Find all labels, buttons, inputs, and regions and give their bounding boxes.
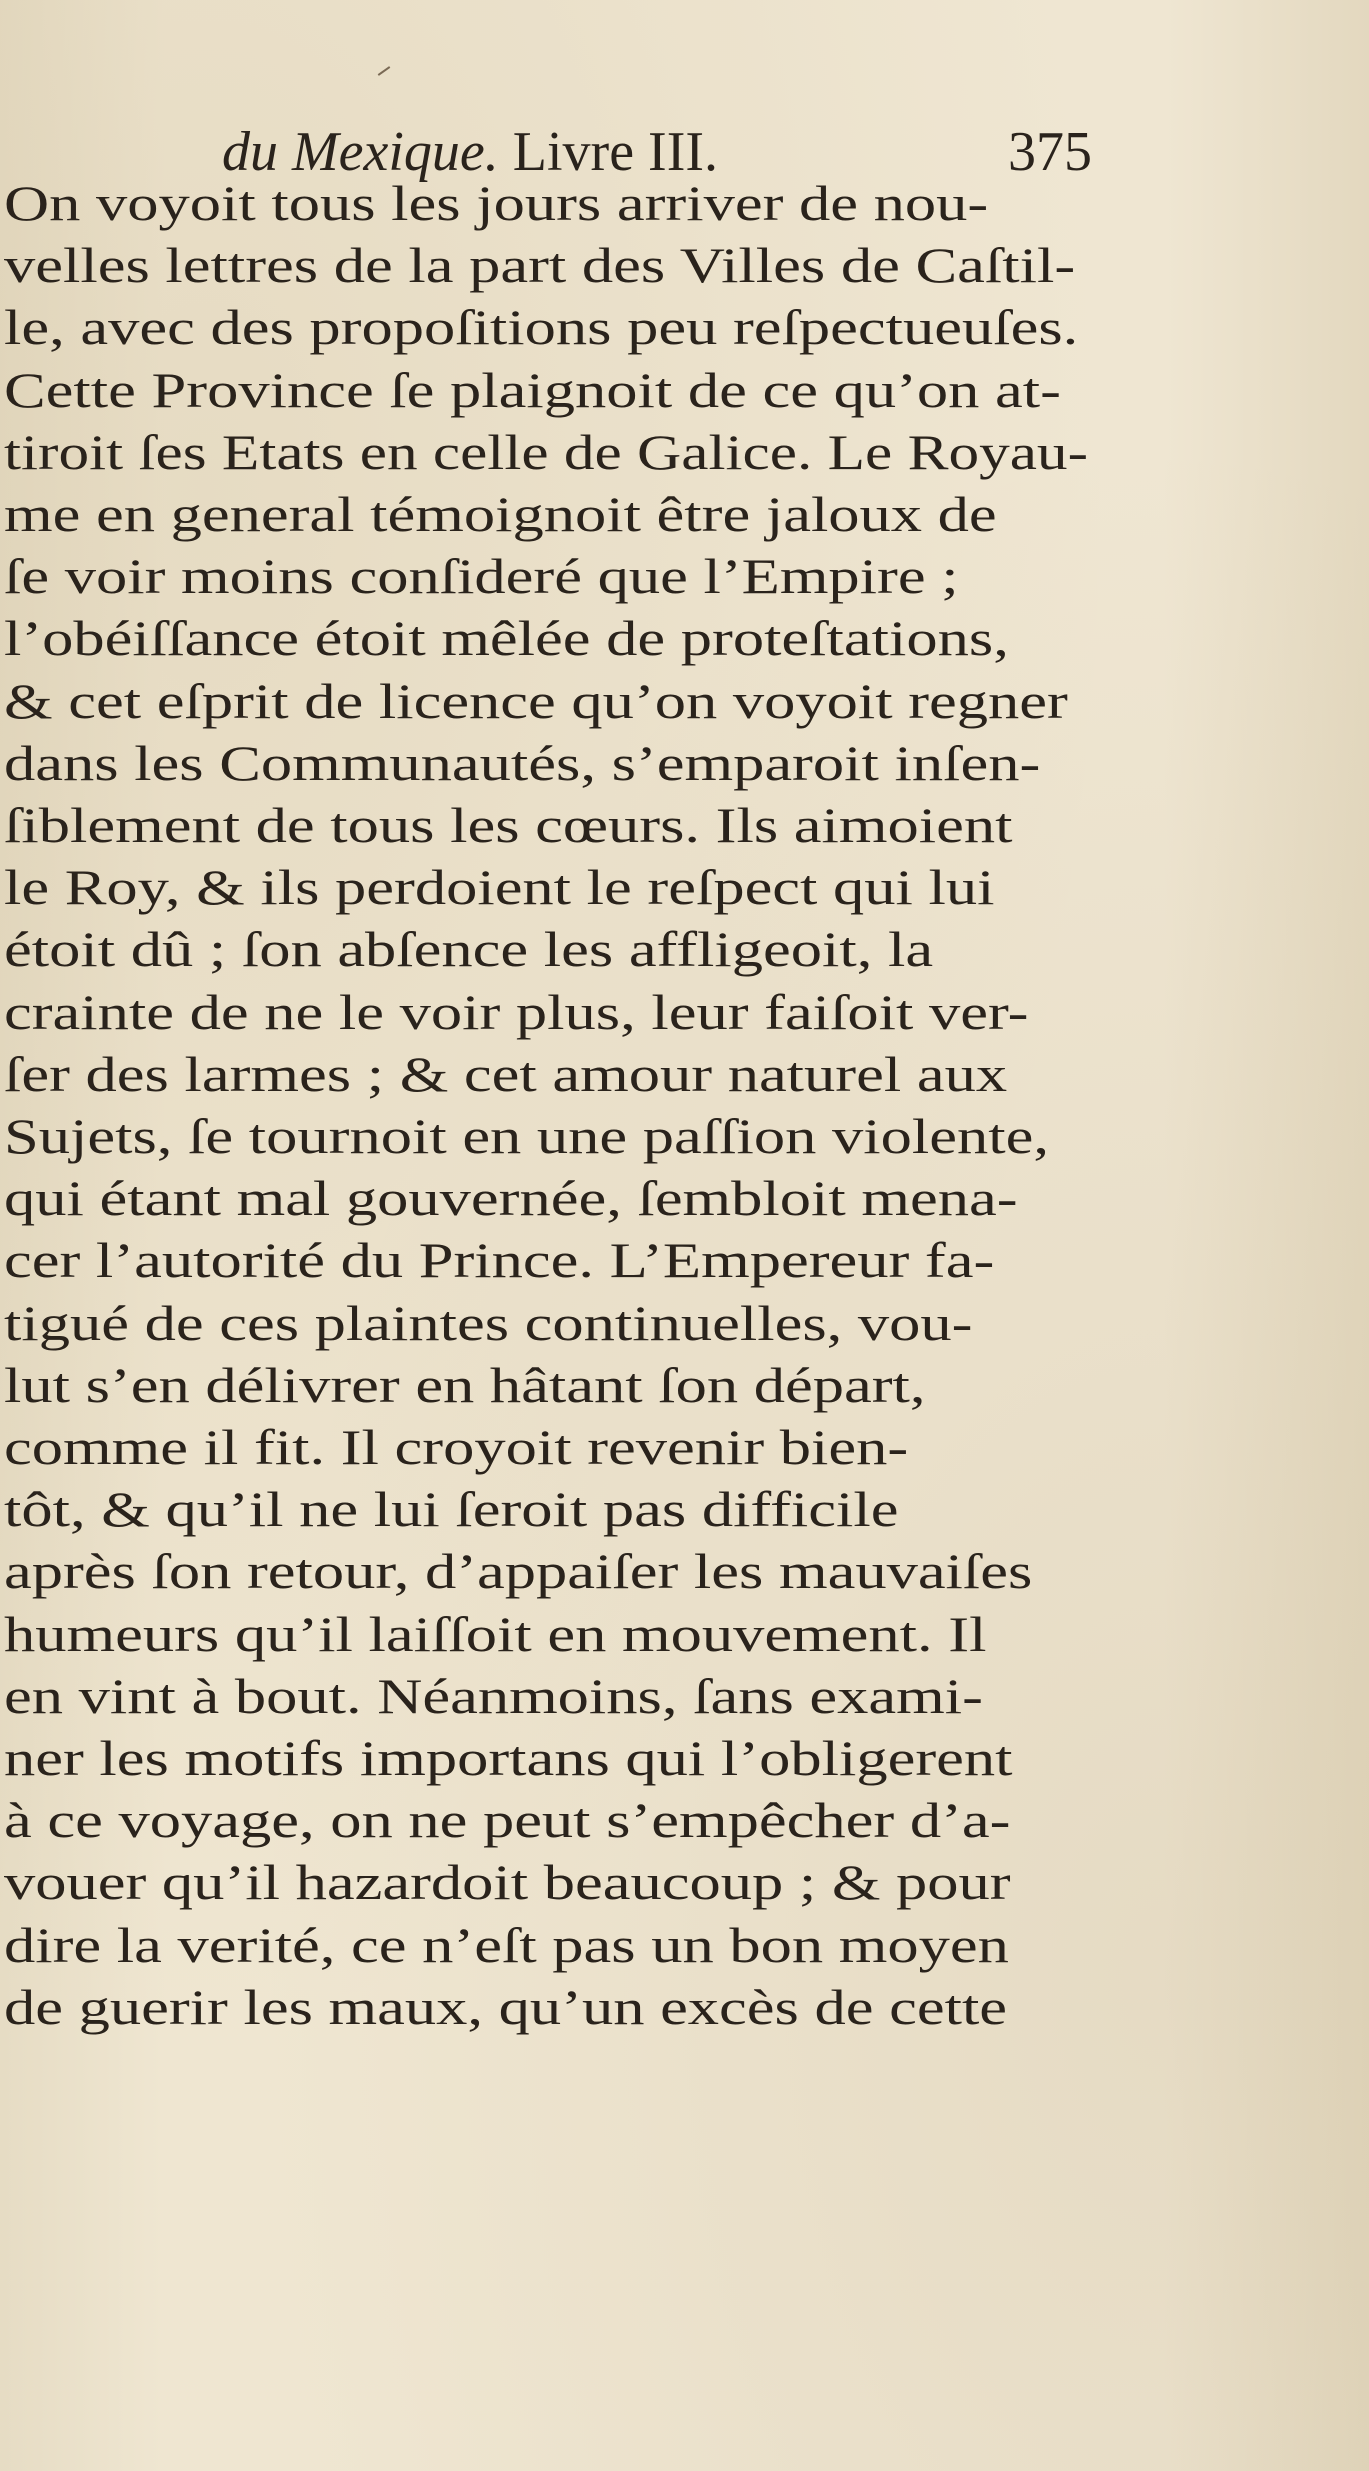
text-line bbox=[0, 792, 1369, 858]
text-line-content: humeurs qu’il laiſſoit en mouvement. Il bbox=[4, 1605, 987, 1662]
text-line bbox=[0, 1912, 1369, 1978]
text-line-content: l’obéiſſance étoit mêlée de proteſtations, bbox=[4, 610, 1009, 667]
text-line-content: Sujets, ſe tournoit en une paſſion violente, bbox=[4, 1108, 1049, 1164]
text-line-content: ſe voir moins conſideré que l’Empire ; bbox=[4, 548, 959, 605]
ink-mark bbox=[378, 66, 391, 76]
text-line-content: le, avec des propoſitions peu reſpectueuſes. bbox=[4, 299, 1079, 356]
text-line bbox=[0, 668, 1369, 734]
text-line-content: me en general témoignoit être jaloux de bbox=[4, 486, 997, 542]
running-title-italic: du Mexique. bbox=[222, 121, 499, 183]
text-line bbox=[0, 1165, 1369, 1231]
text-line bbox=[0, 1725, 1369, 1791]
text-line-content: le Roy, & ils perdoient le reſpect qui lui bbox=[4, 859, 995, 916]
text-line bbox=[0, 854, 1369, 920]
text-line-content: Cette Province ſe plaignoit de ce qu’on at- bbox=[4, 361, 1061, 418]
running-title-rest: Livre III. bbox=[498, 121, 718, 183]
text-line bbox=[0, 1601, 1369, 1667]
text-line-content: tôt, & qu’il ne lui ſeroit pas difficile bbox=[4, 1481, 899, 1538]
text-line-content: de guerir les maux, qu’un excès de cette bbox=[4, 1978, 1008, 2035]
text-line-content: tigué de ces plaintes continuelles, vou- bbox=[4, 1294, 973, 1351]
text-line bbox=[0, 1849, 1369, 1915]
text-line bbox=[0, 1352, 1369, 1418]
text-line bbox=[0, 170, 1369, 236]
text-line bbox=[0, 730, 1369, 796]
text-line-content: cer l’autorité du Prince. L’Empereur fa- bbox=[4, 1232, 995, 1289]
text-line bbox=[0, 1041, 1369, 1107]
text-line-content: ſiblement de tous les cœurs. Ils aimoient bbox=[4, 797, 1013, 853]
text-line bbox=[0, 481, 1369, 547]
text-line-content: tiroit ſes Etats en celle de Galice. Le Royau- bbox=[4, 423, 1088, 480]
text-line bbox=[0, 357, 1369, 423]
text-line bbox=[0, 979, 1369, 1045]
text-line-content: étoit dû ; ſon abſence les affligeoit, la bbox=[4, 921, 934, 978]
text-line-content: vouer qu’il hazardoit beaucoup ; & pour bbox=[4, 1854, 1011, 1911]
text-line bbox=[0, 419, 1369, 485]
text-line bbox=[0, 1103, 1369, 1169]
text-line-content: velles lettres de la part des Villes de Caſtil- bbox=[4, 237, 1076, 294]
text-line-content: qui étant mal gouvernée, ſembloit mena- bbox=[4, 1170, 1018, 1227]
text-line-content: après ſon retour, d’appaiſer les mauvaiſes bbox=[4, 1543, 1033, 1600]
text-line bbox=[0, 1290, 1369, 1356]
text-line-content: comme il fit. Il croyoit revenir bien- bbox=[4, 1419, 909, 1475]
text-line bbox=[0, 1663, 1369, 1729]
text-line-content: crainte de ne le voir plus, leur faiſoit ver- bbox=[4, 983, 1029, 1040]
text-line bbox=[0, 1787, 1369, 1853]
text-line-content: ner les motifs importans qui l’obligerent bbox=[4, 1730, 1013, 1786]
text-line-content: dans les Communautés, s’emparoit inſen- bbox=[4, 734, 1041, 791]
text-line bbox=[0, 294, 1369, 360]
text-line bbox=[0, 1414, 1369, 1480]
text-line bbox=[0, 1538, 1369, 1604]
text-line bbox=[0, 1476, 1369, 1542]
text-line bbox=[0, 543, 1369, 609]
text-line-content: en vint à bout. Néanmoins, ſans exami- bbox=[4, 1667, 983, 1724]
text-line bbox=[0, 1974, 1369, 2040]
text-line bbox=[0, 916, 1369, 982]
text-line-content: dire la verité, ce n’eſt pas un bon moyen bbox=[4, 1916, 1009, 1973]
text-line-content: & cet eſprit de licence qu’on voyoit regner bbox=[4, 672, 1068, 729]
text-line-content: ſer des larmes ; & cet amour naturel aux bbox=[4, 1045, 1008, 1102]
text-line bbox=[0, 605, 1369, 671]
text-line-content: On voyoit tous les jours arriver de nou- bbox=[4, 175, 989, 231]
text-line-content: lut s’en délivrer en hâtant ſon départ, bbox=[4, 1356, 926, 1413]
page-number: 375 bbox=[1008, 121, 1092, 183]
text-line-content: à ce voyage, on ne peut s’empêcher d’a- bbox=[4, 1792, 1011, 1849]
text-line bbox=[0, 1227, 1369, 1293]
text-line bbox=[0, 232, 1369, 298]
